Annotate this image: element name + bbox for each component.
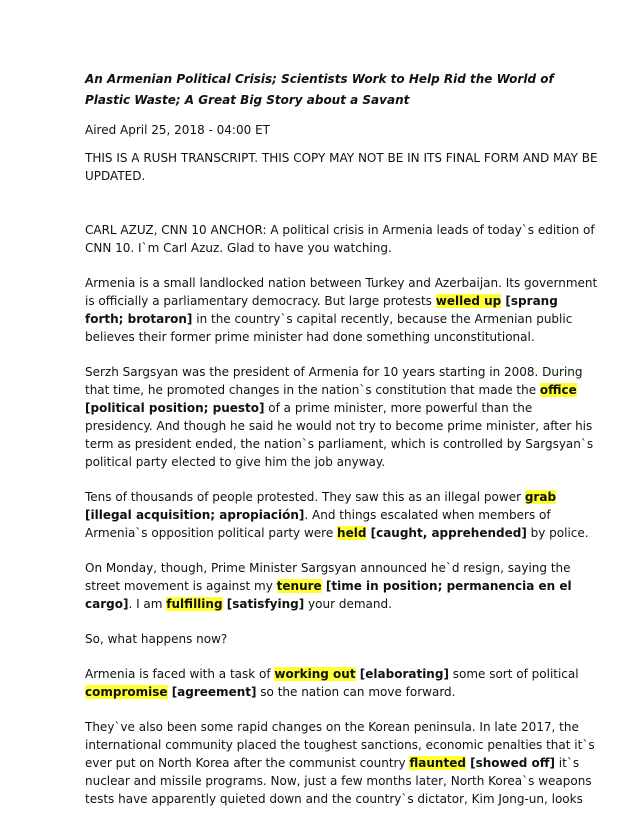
text: Armenia is a small landlocked nation between Turkey and Azerbaijan. Its government is officially a parliamentary democracy. But large protests <box>85 276 598 308</box>
highlighted-term: held <box>337 526 367 540</box>
paragraph-korea <box>85 718 598 808</box>
text: So, what happens now? <box>85 632 228 646</box>
text: On Monday, though, Prime Minister Sargsyan announced he`d resign, saying the street movement is against my <box>85 561 571 593</box>
text: some sort of political <box>448 667 579 681</box>
text: in the country`s capital recently, because the Armenian public believes their former prime minister had done something unconstitutional. <box>85 312 573 344</box>
term-gloss: [satisfying] <box>222 597 305 611</box>
text: Serzh Sargsyan was the president of Armenia for 10 years starting in 2008. During that time, he promoted changes in the nation`s constitution that made the <box>85 365 583 397</box>
text: . I am <box>128 597 167 611</box>
highlighted-term: tenure <box>276 579 322 593</box>
text: so the nation can move forward. <box>256 685 456 699</box>
text: CARL AZUZ, CNN 10 ANCHOR: A political crisis in Armenia leads of today`s edition of CNN 10. I`m Carl Azuz. Glad to have you watching. <box>85 223 595 255</box>
aired-date: Aired April 25, 2018 - 04:00 ET <box>85 123 270 137</box>
text: it`s nuclear and missile programs. Now, just a few months later, North Korea`s weapons tests have apparently quieted down and the country`s dictator, Kim Jong-un, looks <box>85 756 592 806</box>
term-gloss: [sprang forth; brotaron] <box>85 294 558 326</box>
highlighted-term: office <box>539 383 577 397</box>
highlighted-term: grab <box>524 490 557 504</box>
text: of a prime minister, more powerful than the presidency. And though he said he would not try to become prime minister, after his term as president ended, the nation`s parliament, which is controlled by Sargsyan`s political party elected to give him the job anyway. <box>85 401 594 469</box>
text: Tens of thousands of people protested. They saw this as an illegal power <box>85 490 525 504</box>
paragraph-sargsyan <box>85 363 598 471</box>
highlighted-term: compromise <box>85 685 168 699</box>
paragraph-armenia <box>85 274 598 346</box>
highlighted-term: fulfilling <box>166 597 223 611</box>
text: They`ve also been some rapid changes on the Korean peninsula. In late 2017, the international community placed the toughest sanctions, economic penalties that it`s ever put on North Korea after the communist country <box>85 720 595 770</box>
transcript-title: An Armenian Political Crisis; Scientists Work to Help Rid the World of Plastic Waste; A Great Big Story about a Savant <box>85 72 554 107</box>
highlighted-term: flaunted <box>409 756 466 770</box>
term-gloss: [political position; puesto] <box>85 401 265 415</box>
term-gloss: [illegal acquisition; apropiación] <box>85 508 305 522</box>
paragraph-resignation <box>85 559 598 613</box>
paragraph-protests <box>85 488 598 542</box>
text: Armenia is faced with a task of <box>85 667 275 681</box>
paragraph-anchor-intro <box>85 221 598 257</box>
paragraph-compromise <box>85 665 598 701</box>
term-gloss: [time in position; permanencia en el cargo] <box>85 579 572 611</box>
term-gloss: [agreement] <box>167 685 257 699</box>
term-gloss: [elaborating] <box>355 667 449 681</box>
term-gloss: [showed off] <box>465 756 555 770</box>
term-gloss: [caught, apprehended] <box>366 526 527 540</box>
highlighted-term: working out <box>274 667 356 681</box>
highlighted-term: welled up <box>435 294 502 308</box>
text: your demand. <box>304 597 392 611</box>
text: by police. <box>526 526 589 540</box>
paragraph-question <box>85 630 598 648</box>
text: . And things escalated when members of Armenia`s opposition political party were <box>85 508 551 540</box>
rush-transcript-notice: THIS IS A RUSH TRANSCRIPT. THIS COPY MAY NOT BE IN ITS FINAL FORM AND MAY BE UPDATED. <box>85 151 598 183</box>
